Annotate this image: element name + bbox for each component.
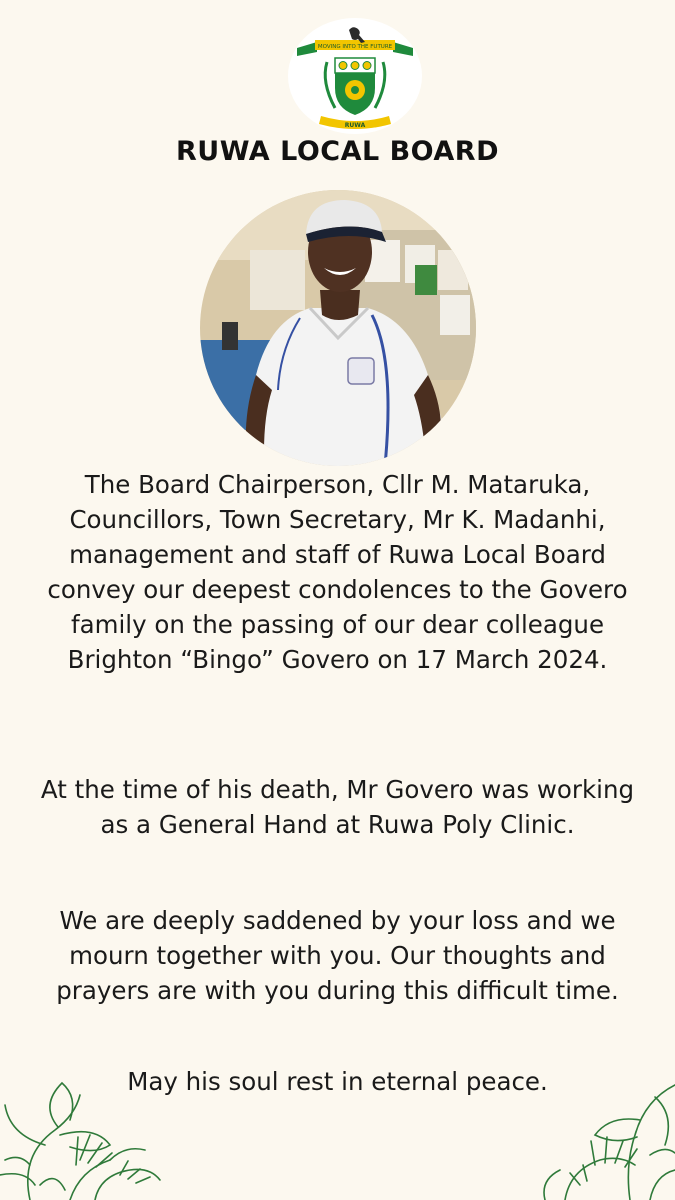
text-line: The Board Chairperson, Cllr M. Mataruka, xyxy=(84,470,591,499)
logo-scroll-text: RUWA xyxy=(344,122,366,129)
text-line: as a General Hand at Ruwa Poly Clinic. xyxy=(100,810,575,839)
text-line: mourn together with you. Our thoughts and xyxy=(69,941,606,970)
page-title: RUWA LOCAL BOARD xyxy=(176,136,499,167)
portrait-graphic xyxy=(200,190,476,466)
condolence-paragraph xyxy=(0,467,675,677)
text-line: May his soul rest in eternal peace. xyxy=(127,1067,548,1096)
text-line: prayers are with you during this difficult time. xyxy=(56,976,619,1005)
flower-sketch-icon xyxy=(0,1075,165,1200)
text-line: We are deeply saddened by your loss and we xyxy=(59,906,616,935)
flower-sketch-icon xyxy=(525,1075,675,1200)
text-line: Brighton “Bingo” Govero on 17 March 2024. xyxy=(67,645,608,674)
text-line: convey our deepest condolences to the Govero xyxy=(47,575,628,604)
text-line: family on the passing of our dear colleague xyxy=(70,610,605,639)
logo-graphic xyxy=(287,18,423,136)
text-line: Councillors, Town Secretary, Mr K. Madanhi, xyxy=(69,505,606,534)
logo-banner-text: MOVING INTO THE FUTURE xyxy=(317,44,393,50)
text-line: management and staff of Ruwa Local Board xyxy=(69,540,606,569)
employment-paragraph xyxy=(0,772,675,842)
portrait-photo-icon xyxy=(200,190,476,466)
text-line: At the time of his death, Mr Govero was working xyxy=(40,775,635,804)
sympathy-paragraph xyxy=(0,903,675,1008)
ruwa-coat-of-arms-icon xyxy=(287,18,423,136)
